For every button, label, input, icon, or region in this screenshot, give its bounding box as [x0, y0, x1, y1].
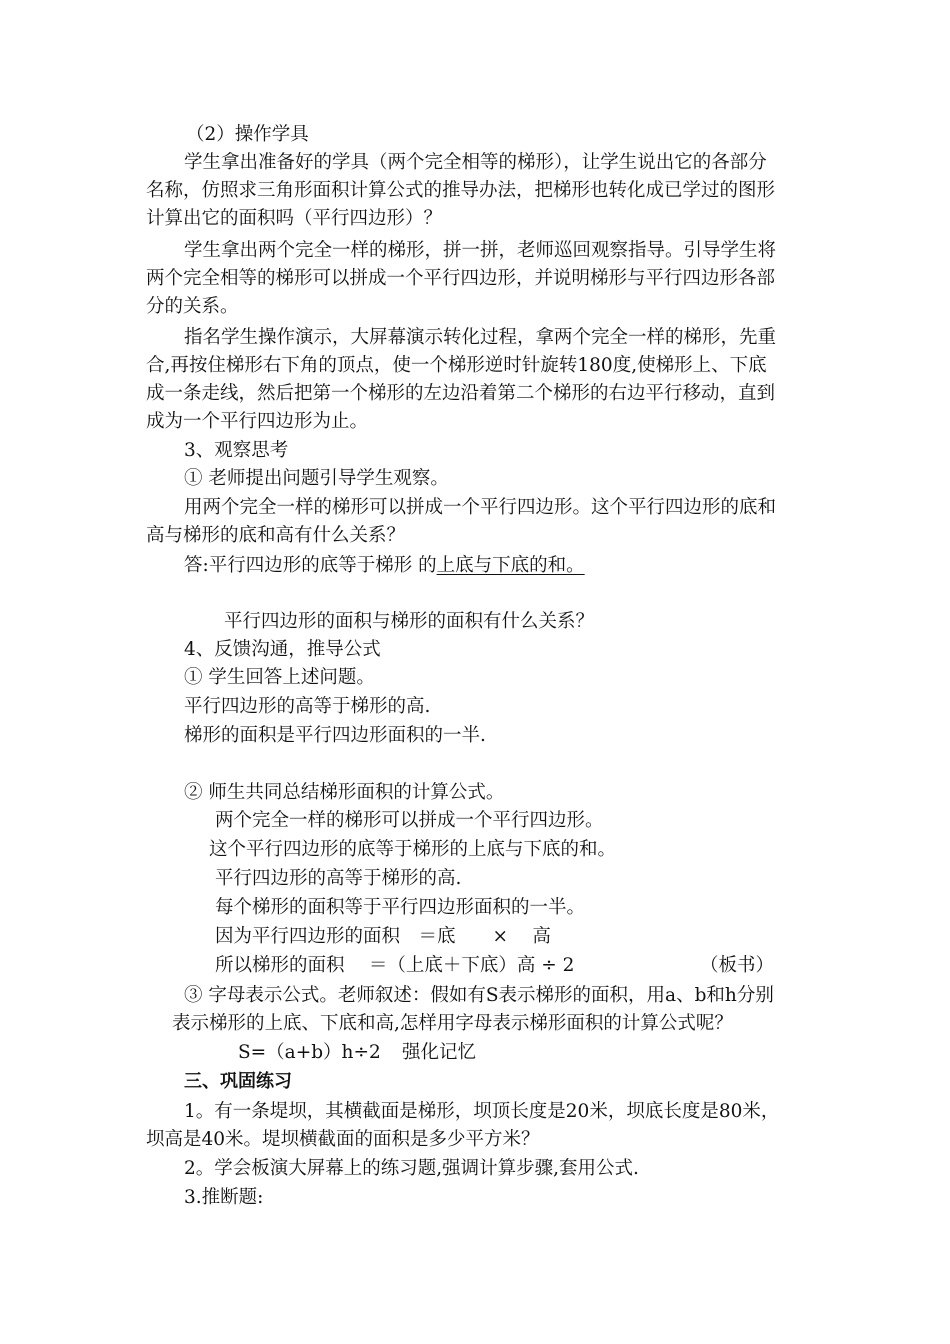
step-heading: 4、反馈沟通，推导公式 — [184, 639, 381, 660]
paragraph-line: 成为一个平行四边形为止。 — [146, 411, 369, 432]
formula-line: 因为平行四边形的面积 ＝底 × 高 — [215, 926, 551, 947]
paragraph-line: 计算出它的面积吗（平行四边形）？ — [146, 208, 443, 229]
board-note: （板书） — [700, 955, 775, 976]
paragraph-line: 1。有一条堤坝，其横截面是梯形，坝顶长度是20米，坝底长度是80米， — [184, 1101, 780, 1122]
answer-underlined: 上底与下底的和。 — [436, 555, 585, 576]
paragraph-line: ① 老师提出问题引导学生观察。 — [184, 468, 449, 489]
paragraph-line: ② 师生共同总结梯形面积的计算公式。 — [184, 782, 505, 803]
paragraph-line: 合,再按住梯形右下角的顶点，使一个梯形逆时针旋转180度,使梯形上、下底 — [146, 355, 767, 376]
paragraph-line: 学生拿出准备好的学具（两个完全相等的梯形），让学生说出它的各部分 — [184, 152, 767, 173]
paragraph-line: 成一条走线，然后把第一个梯形的左边沿着第二个梯形的右边平行移动，直到 — [146, 383, 776, 404]
paragraph-line: 每个梯形的面积等于平行四边形面积的一半。 — [215, 897, 586, 918]
paragraph-line: ③ 字母表示公式。老师叙述：假如有S表示梯形的面积，用a、b和h分别 — [184, 985, 774, 1006]
paragraph-line: 指名学生操作演示，大屏幕演示转化过程，拿两个完全一样的梯形，先重 — [184, 327, 777, 348]
paragraph-line: 3.推断题: — [184, 1187, 264, 1208]
paragraph-line: 用两个完全一样的梯形可以拼成一个平行四边形。这个平行四边形的底和 — [184, 497, 777, 518]
paragraph-line: 坝高是40米。堤坝横截面的面积是多少平方米？ — [146, 1129, 540, 1150]
paragraph-line: 学生拿出两个完全一样的梯形，拼一拼，老师巡回观察指导。引导学生将 — [184, 240, 777, 261]
paragraph-line: 名称，仿照求三角形面积计算公式的推导办法，把梯形也转化成已学过的图形 — [146, 180, 776, 201]
step-heading: 3、观察思考 — [184, 440, 289, 461]
paragraph-line: 平行四边形的高等于梯形的高. — [184, 696, 431, 717]
paragraph-line: 分的关系。 — [146, 296, 239, 317]
answer-line — [184, 553, 585, 579]
formula-line: 所以梯形的面积 ＝（上底＋下底）高 ÷ 2 — [215, 955, 575, 976]
section-heading: 三、巩固练习 — [184, 1071, 292, 1092]
formula-note: 强化记忆 — [402, 1042, 477, 1063]
paragraph-line: 梯形的面积是平行四边形面积的一半. — [184, 725, 486, 746]
paragraph-line: 表示梯形的上底、下底和高,怎样用字母表示梯形面积的计算公式呢？ — [172, 1013, 733, 1034]
paragraph-line: 2。学会板演大屏幕上的练习题,强调计算步骤,套用公式. — [184, 1158, 639, 1179]
paragraph-line: 高与梯形的底和高有什么关系？ — [146, 525, 406, 546]
paragraph-line: 平行四边形的面积与梯形的面积有什么关系？ — [224, 611, 595, 632]
answer-text: 答:平行四边形的底等于梯形 的 — [184, 555, 437, 576]
paragraph-line: 两个完全相等的梯形可以拼成一个平行四边形，并说明梯形与平行四边形各部 — [146, 268, 776, 289]
formula-line: S=（a+b）h÷2 — [238, 1042, 381, 1063]
subsection-heading: （2）操作学具 — [186, 124, 309, 145]
paragraph-line: 两个完全一样的梯形可以拼成一个平行四边形。 — [215, 810, 604, 831]
paragraph-line: ① 学生回答上述问题。 — [184, 667, 375, 688]
paragraph-line: 这个平行四边形的底等于梯形的上底与下底的和。 — [209, 839, 617, 860]
paragraph-line: 平行四边形的高等于梯形的高. — [215, 868, 462, 889]
